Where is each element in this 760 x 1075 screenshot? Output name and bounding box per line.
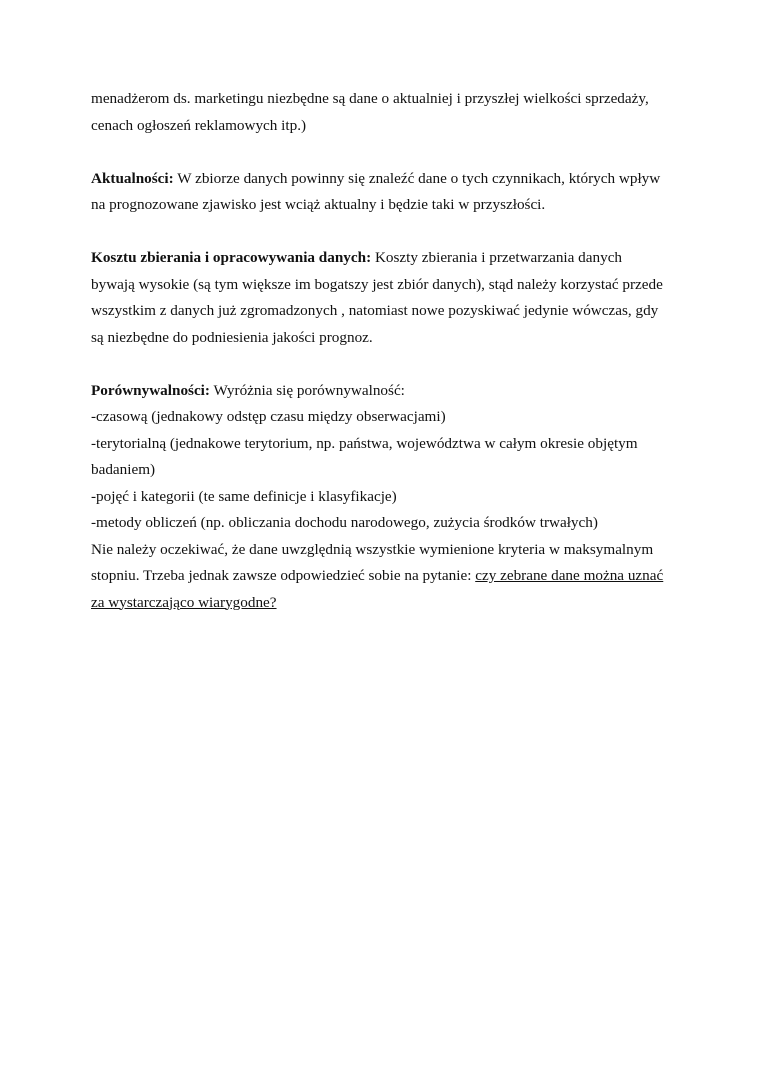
heading-aktualnosc: Aktualności: <box>91 169 174 187</box>
paragraph-intro-line-1: menadżerom ds. marketingu niezbędne są dane o aktualniej i przyszłej wielkości sprzedaży, <box>91 90 649 107</box>
paragraph-porownywalnosc-line-1 <box>91 378 681 405</box>
paragraph-aktualnosc-line-1 <box>91 166 681 193</box>
closing-line-1: Nie należy oczekiwać, że dane uwzględnią wszystkie wymienione kryteria w maksymalnym <box>91 540 654 558</box>
key-question-part-1: czy zebrane dane można uznać <box>475 567 664 584</box>
closing-text: stopniu. Trzeba jednak zawsze odpowiedzieć sobie na pytanie: <box>91 567 476 584</box>
heading-porownywalnosc: Porównywalności: <box>91 381 210 399</box>
paragraph-koszt-text: Koszty zbierania i przetwarzania danych <box>371 249 623 266</box>
list-item: -terytorialną (jednakowe terytorium, np. państwa, województwa w całym okresie objętym <box>91 434 638 452</box>
document-body <box>91 86 681 616</box>
closing-line-2 <box>91 563 681 590</box>
paragraph-koszt-line-2: bywają wysokie (są tym większe im bogatszy jest zbiór danych), stąd należy korzystać przede <box>91 275 663 293</box>
paragraph-gap <box>91 351 681 378</box>
list-item: -pojęć i kategorii (te same definicje i klasyfikacje) <box>91 487 397 505</box>
key-question-part-2: za wystarczająco wiarygodne? <box>91 593 277 611</box>
list-item: badaniem) <box>91 461 156 478</box>
list-item: -metody obliczeń (np. obliczania dochodu narodowego, zużycia środków trwałych) <box>91 514 598 531</box>
paragraph-koszt-line-1 <box>91 245 681 272</box>
paragraph-koszt-line-4: są niezbędne do podniesienia jakości prognoz. <box>91 328 373 346</box>
paragraph-porownywalnosc-text: Wyróżnia się porównywalność: <box>209 381 405 399</box>
closing-line-3 <box>91 590 681 617</box>
paragraph-gap <box>91 219 681 246</box>
paragraph-koszt-line-3: wszystkim z danych już zgromadzonych , natomiast nowe pozyskiwać jedynie wówczas, gdy <box>91 302 659 319</box>
paragraph-aktualnosc-text: W zbiorze danych powinny się znaleźć dane o tych czynnikach, których wpływ <box>173 169 661 187</box>
paragraph-gap <box>91 139 681 166</box>
paragraph-intro-line-2: cenach ogłoszeń reklamowych itp.) <box>91 116 307 134</box>
list-item: -czasową (jednakowy odstęp czasu między obserwacjami) <box>91 408 446 425</box>
paragraph-aktualnosc-line-2: na prognozowane zjawisko jest wciąż aktualny i będzie taki w przyszłości. <box>91 196 546 213</box>
heading-koszt: Kosztu zbierania i opracowywania danych: <box>91 249 372 266</box>
